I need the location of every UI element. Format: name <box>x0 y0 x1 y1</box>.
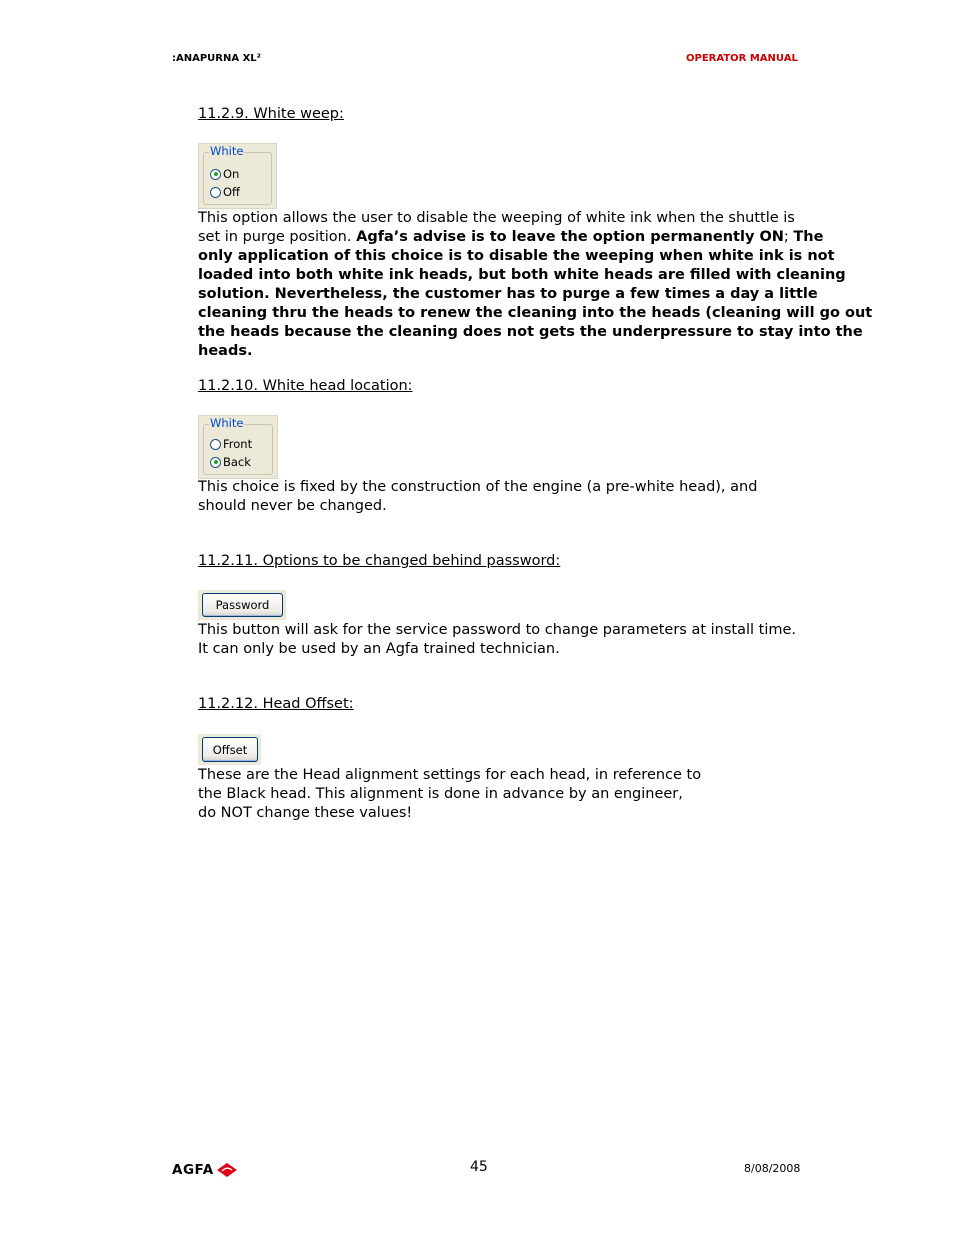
paragraph-line: This choice is fixed by the construction of the engine (a pre-white head), and <box>198 479 758 495</box>
radio-back[interactable] <box>210 455 251 469</box>
heading-white-head-location: 11.2.10. White head location: <box>198 378 413 394</box>
radio-unchecked-icon[interactable] <box>210 439 221 450</box>
heading-password: 11.2.11. Options to be changed behind password: <box>198 553 561 569</box>
bold-line: cleaning thru the heads to renew the cleaning into the heads (cleaning will go out <box>198 305 873 321</box>
radio-on[interactable] <box>210 167 239 181</box>
bold-run: The <box>793 229 824 245</box>
password-button[interactable]: Password <box>202 593 283 617</box>
radio-unchecked-icon[interactable] <box>210 187 221 198</box>
white-weep-panel <box>198 143 277 209</box>
password-panel <box>198 590 286 620</box>
bold-run: Agfa’s advise is to leave the option permanently ON <box>356 229 784 245</box>
paragraph-line: This button will ask for the service password to change parameters at install time. <box>198 622 797 638</box>
bold-line: solution. Nevertheless, the customer has to purge a few times a day a little <box>198 286 818 302</box>
white-weep-description <box>198 209 873 361</box>
logo-text: AGFA <box>172 1162 214 1178</box>
radio-checked-icon[interactable] <box>210 457 221 468</box>
password-description <box>198 621 798 659</box>
agfa-rhombus-icon <box>216 1162 238 1178</box>
bold-line: the heads because the cleaning does not gets the underpressure to stay into the <box>198 324 863 340</box>
footer-date: 8/08/2008 <box>744 1162 801 1175</box>
header-manual-title: OPERATOR MANUAL <box>686 53 798 64</box>
heading-head-offset: 11.2.12. Head Offset: <box>198 696 354 712</box>
paragraph-line: It can only be used by an Agfa trained technician. <box>198 641 560 657</box>
paragraph-line: These are the Head alignment settings for each head, in reference to <box>198 767 702 783</box>
radio-off[interactable] <box>210 185 240 199</box>
radio-checked-icon[interactable] <box>210 169 221 180</box>
radio-front[interactable] <box>210 437 252 451</box>
radio-back-label: Back <box>223 455 251 469</box>
page-number: 45 <box>470 1159 488 1175</box>
offset-panel <box>198 734 261 765</box>
white-head-location-group-title: White <box>210 416 244 430</box>
offset-button[interactable]: Offset <box>202 737 258 762</box>
header-product: :ANAPURNA XL² <box>172 53 262 64</box>
bold-line: only application of this choice is to disable the weeping when white ink is not <box>198 248 835 264</box>
bold-line: heads. <box>198 343 253 359</box>
white-weep-group-title: White <box>210 144 244 158</box>
head-offset-description <box>198 766 798 823</box>
radio-on-label: On <box>223 167 240 181</box>
agfa-logo <box>172 1162 238 1178</box>
white-head-location-panel <box>198 415 278 479</box>
heading-white-weep: 11.2.9. White weep: <box>198 106 344 122</box>
white-head-location-description <box>198 478 798 516</box>
radio-front-label: Front <box>223 437 253 451</box>
paragraph-line: This option allows the user to disable the weeping of white ink when the shuttle is <box>198 210 795 226</box>
white-head-location-group <box>203 416 273 475</box>
bold-line: loaded into both white ink heads, but both white heads are filled with cleaning <box>198 267 846 283</box>
paragraph-line <box>198 228 824 247</box>
paragraph-line: do NOT change these values! <box>198 805 413 821</box>
text-run: set in purge position. <box>198 229 357 245</box>
text-run: ; <box>783 229 794 245</box>
radio-off-label: Off <box>223 185 240 199</box>
white-weep-group <box>203 144 272 205</box>
paragraph-line: the Black head. This alignment is done in advance by an engineer, <box>198 786 683 802</box>
paragraph-line: should never be changed. <box>198 498 387 514</box>
